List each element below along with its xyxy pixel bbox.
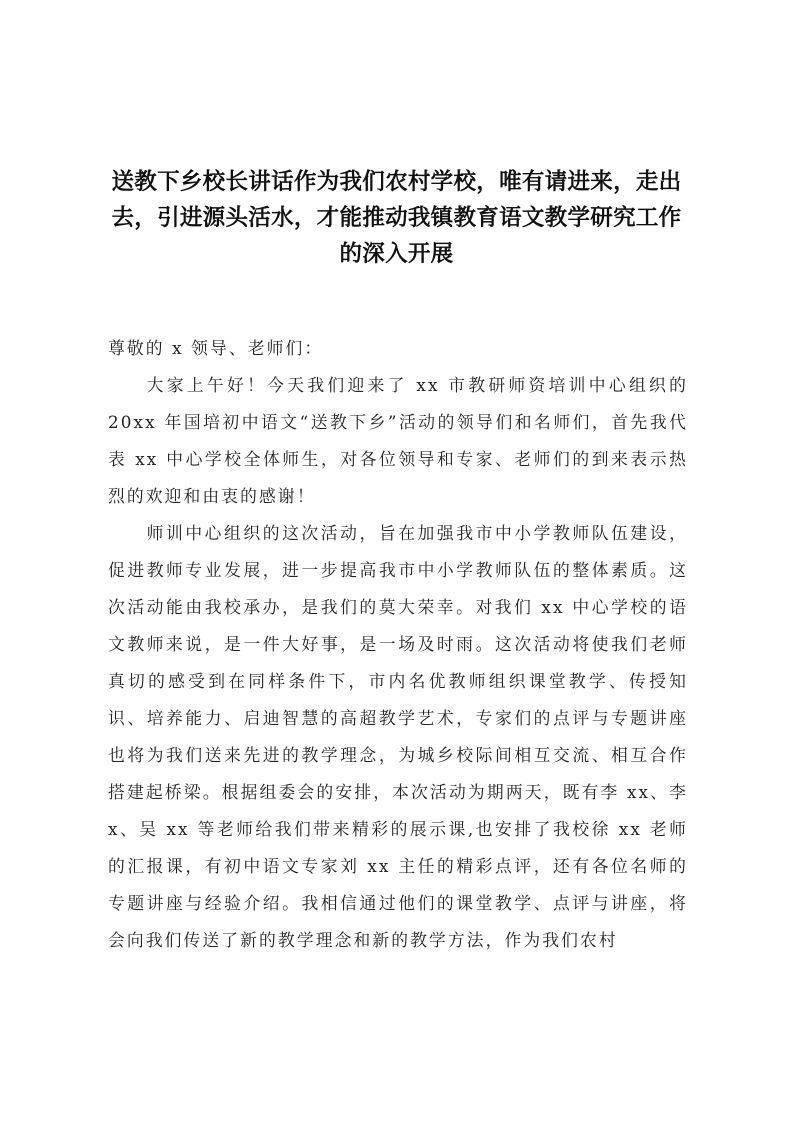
salutation: 尊敬的 x 领导、老师们： — [108, 338, 324, 358]
paragraph-1: 大家上午好！今天我们迎来了 xx 市教研师资培训中心组织的 20xx 年国培初中语文“送教下乡”活动的领导们和名师们，首先我代表 xx 中心学校全体师生，对各位领导和专家、老师们的到来表示热烈的欢迎和由衷的感谢！ — [108, 375, 688, 506]
document-body — [108, 330, 688, 959]
paragraph-2: 师训中心组织的这次活动，旨在加强我市中小学教师队伍建设，促进教师专业发展，进一步提高我市中小学教师队伍的整体素质。这次活动能由我校承办，是我们的莫大荣幸。对我们 xx 中心学校的语文教师来说，是一件大好事，是一场及时雨。这次活动将使我们老师真切的感受到在同样条件下，市内名优教师组织课堂教学、传授知识、培养能力、启迪智慧的高超教学艺术，专家们的点评与专题讲座也将为我们送来先进的教学理念，为城乡校际间相互交流、相互合作搭建起桥梁。根据组委会的安排，本次活动为期两天，既有李 xx、李 x、吴 xx 等老师给我们带来精彩的展示课,也安排了我校徐 xx 老师的汇报课，有初中语文专家刘 xx 主任的精彩点评，还有各位名师的专题讲座与经验介绍。我相信通过他们的课堂教学、点评与讲座，将会向我们传送了新的教学理念和新的教学方法，作为我们农村 — [108, 523, 688, 950]
document-title: 送教下乡校长讲话作为我们农村学校，唯有请进来，走出去，引进源头活水，才能推动我镇教育语文教学研究工作的深入开展 — [111, 169, 682, 267]
